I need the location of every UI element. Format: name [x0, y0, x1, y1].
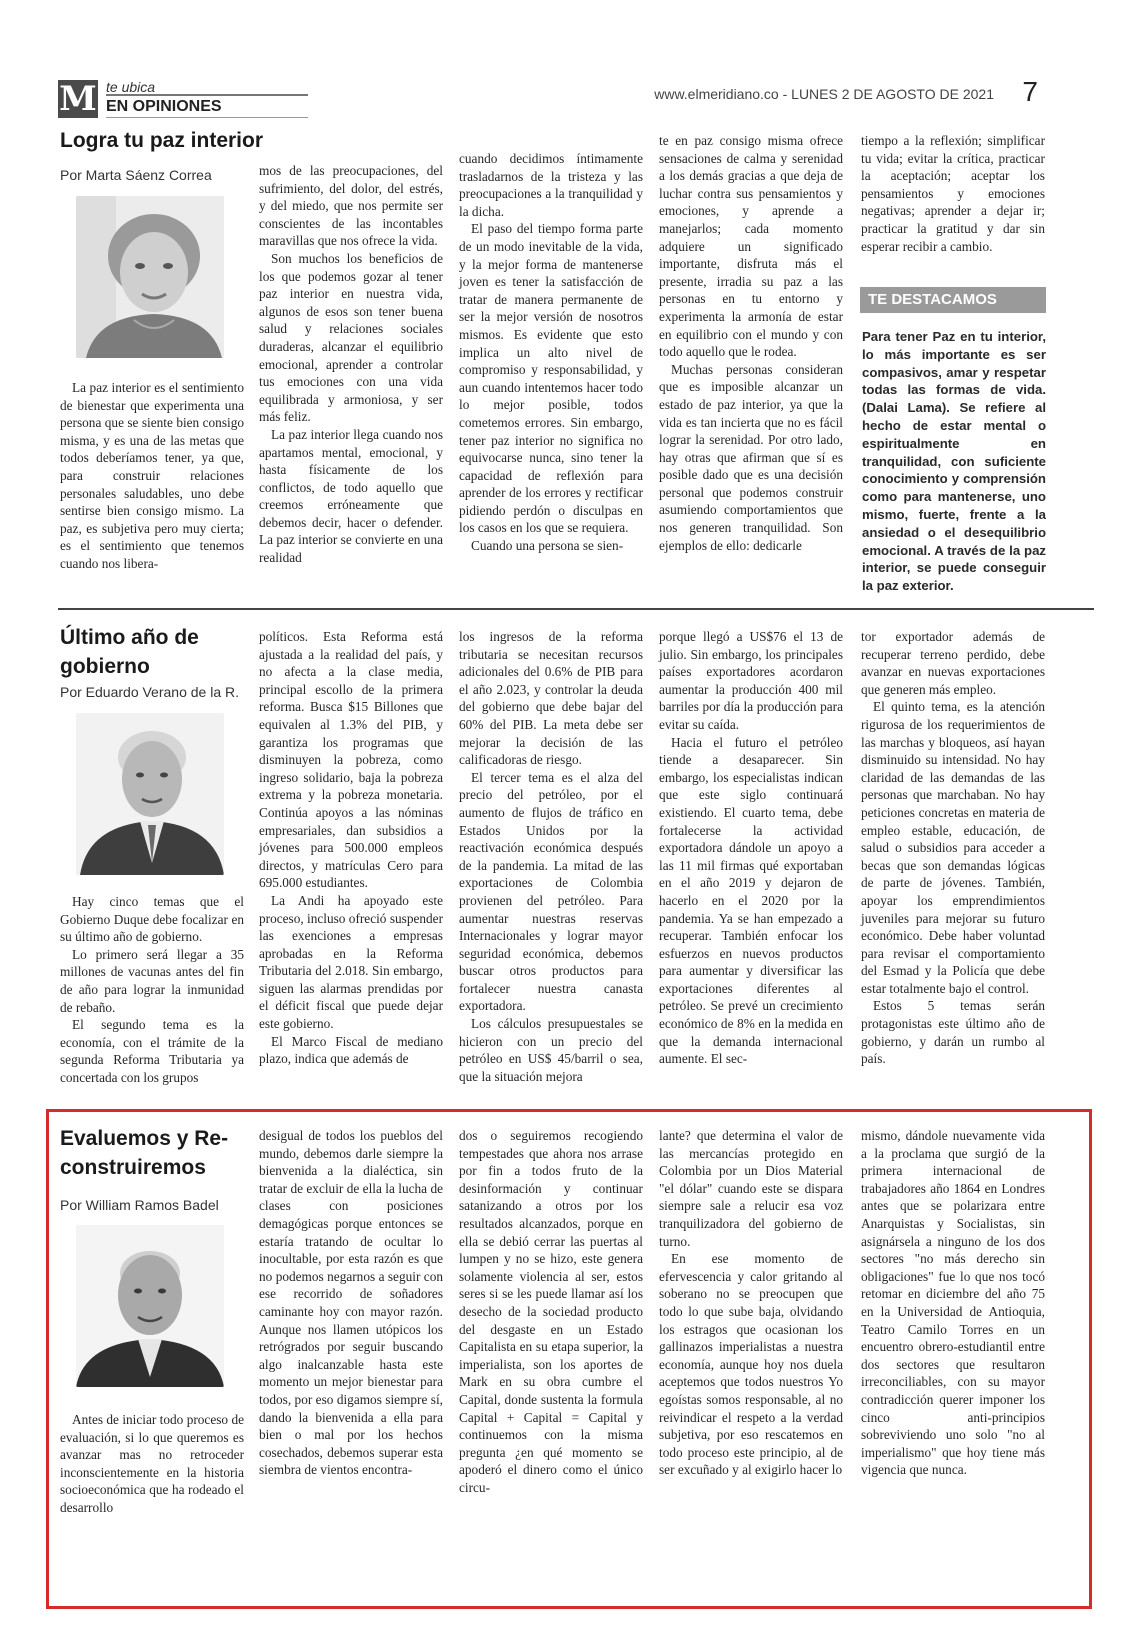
logo-m: M [59, 79, 97, 119]
article1-paragraph: te en paz consigo misma ofrece sensaciones de calma y serenidad a los demás gracias a que deja de luchar contra sus pensamientos y emociones, y aprende a manejarlos; cada momento adquiere un significado importante, disfruta más el presente, irradia su paz a las personas en tu entorno y experimenta la armonía de estar en equilibrio con el mundo y con todo aquello que le rodea. [659, 133, 843, 360]
author-photo-marta [76, 196, 224, 358]
article3-col5 [861, 1127, 1045, 1479]
article3-col3 [459, 1127, 643, 1496]
article2-col1 [60, 893, 244, 1087]
article1-col2 [259, 162, 443, 567]
article2-paragraph: Los cálculos presupuestales se hicieron con un precio del petróleo en US$ 45/barril o sea, que la situación mejora [459, 1016, 643, 1084]
article3-col1 [60, 1411, 244, 1517]
article2-paragraph: El quinto tema, es la atención rigurosa de los requerimientos de las marchas y bloqueos, así hayan disminuido su intensidad. No hay claridad de las demandas de las personas que marchaban. No hay peticiones concretas en materia de empleo estable, educación, de salud o subsidios para acceder a becas que son demandas lógicas de parte de jóvenes. También, apoyar los emprendimientos juveniles para mejorar su futuro económico. Debe haber voluntad para revisar el comportamiento del Esmad y la Policía que debe estar totalmente bajo el control. [861, 699, 1045, 996]
article1-paragraph: Cuando una persona se sien- [471, 538, 624, 554]
author-photo-william [76, 1225, 224, 1387]
article3-byline: Por William Ramos Badel [60, 1197, 219, 1213]
article1-col4 [659, 132, 843, 554]
header-underline [106, 117, 308, 118]
article3-title-line1: Evaluemos y Re- [60, 1127, 229, 1150]
tagline: te ubica [106, 79, 156, 95]
article1-paragraph: Muchas personas consideran que es imposible alcanzar un estado de paz interior, ya que la vida es tan incierta que no es fácil lograr la serenidad. Por otro lado, hay otras que afirman que sí es posible dado que es una decisión personal que podemos construir asumiendo comportamientos que nos generen tranquilidad. Son ejemplos de ello: dedicarle [659, 361, 843, 553]
article2-col3 [459, 628, 643, 1085]
section-title: EN OPINIONES [106, 98, 222, 115]
highlight-label: TE DESTACAMOS [860, 287, 1046, 313]
article3-paragraph: dos o seguiremos recogiendo tempestades que ahora nos arrase por fin a todos fruto de la desinformación y continuar satanizando a otros por los resultados alcanzados, porque en ella se debió cerrar las puertas al lumpen y no se hizo, este genera solamente violencia al ser, estos seres si se les puede llamar así los desecho de la sociedad producto del desgaste en un Estado Capitalista en su etapa superior, la imperialista, son los aportes de Mark en su obra cumbre el Capital, donde sustenta la formula Capital + Capital = Capital y continuemos con la misma pregunta ¿en qué momento se apoderó el dinero como el único circu- [459, 1128, 643, 1495]
article1-paragraph: cuando decidimos íntimamente trasladarnos de la tristeza y las preocupaciones a la tranquilidad y la dicha. [459, 151, 643, 219]
article1-paragraph: Son muchos los beneficios de los que podemos gozar al tener paz interior en nuestra vida, algunos de esos son tener buena salud y relaciones sociales duraderas, alcanzar el equilibrio emocional, aprender a controlar tus emociones con una vida equilibrada y armoniosa, y ser más feliz. [259, 250, 443, 425]
article3-title [60, 1124, 260, 1182]
article1-byline: Por Marta Sáenz Correa [60, 167, 212, 183]
article1-paragraph: La paz interior es el sentimiento de bienestar que experimenta una persona que se siente bien consigo misma, y es una de las metas que todos deberíamos tener, ya que, para construir relaciones personales saludables, uno debe sentirse bien consigo mismo. La paz, es subjetiva pero muy cierta; es el sentimiento que tenemos cuando nos libera- [60, 380, 244, 571]
article3-paragraph: mismo, dándole nuevamente vida a la proclama que surgió de la primera internacional de trabajadores año 1864 en Londres antes que se polarizara entre Anarquistas y Socialistas, sin asignársela a ninguno de los dos sectores "no más derecho sin obligaciones" fue lo que nos tocó retomar en diciembre del año 75 en la Universidad de Antioquia, Teatro Camilo Torres en un encuentro obrero-estudiantil entre dos sectores que resultaron irreconciliables, con su mayor contradicción querer imponer los cinco anti-principios sobreviviendo uno solo "no al imperialismo" que hoy tiene más vigencia que nunca. [861, 1128, 1045, 1478]
dateline: www.elmeridiano.co - LUNES 2 DE AGOSTO DE 2021 [654, 86, 994, 102]
article2-paragraph: La Andi ha apoyado este proceso, incluso ofreció suspender las exenciones a empresas aprobadas en la Reforma Tributaria del 2.018. Sin embargo, siguen las alarmas prendidas por el déficit fiscal que puede dejar este gobierno. [259, 892, 443, 1032]
article1-paragraph: mos de las preocupaciones, del sufrimiento, del dolor, del estrés, y del miedo, que nos permite ser conscientes de las incontables maravillas que nos ofrece la vida. [259, 163, 443, 249]
article3-col2 [259, 1127, 443, 1479]
article3-title-line2: construiremos [60, 1156, 206, 1179]
article2-paragraph: tor exportador además de recuperar terreno perdido, debe avanzar en nuevas exportaciones que generen más empleo. [861, 629, 1045, 697]
article1-paragraph: tiempo a la reflexión; simplificar tu vida; evitar la crítica, practicar la aceptación; aceptar los pensamientos y emociones negativas; aprender a dejar ir; practicar la gratitud y dar sin esperar recibir a cambio. [861, 133, 1045, 254]
article1-paragraph: La paz interior llega cuando nos apartamos mental, emocional, y hasta físicamente de los conflictos, de todo aquello que creemos erróneamente que debemos decir, hacer o defender. La paz interior se convierte en una realidad [259, 426, 443, 566]
article2-paragraph: El tercer tema es el alza del precio del petróleo, por el aumento de flujos de tráfico en Estados Unidos por la reactivación económica después de la pandemia. La mitad de las exportaciones de Colombia provienen del petróleo. Para aumentar nuestras reservas Internacionales y lograr mayor seguridad económica, debemos buscar otros productos para fortalecer nuestra canasta exportadora. [459, 769, 643, 1014]
article2-paragraph: El Marco Fiscal de mediano plazo, indica que además de [259, 1033, 443, 1067]
article2-paragraph: El segundo tema es la economía, con el trámite de la segunda Reforma Tributaria ya concertada con los grupos [60, 1017, 244, 1085]
article1-col3 [459, 150, 643, 555]
article2-col2 [259, 628, 443, 1068]
article2-paragraph: Lo primero será llegar a 35 millones de vacunas antes del fin de año para lograr la inmunidad de rebaño. [60, 946, 244, 1015]
article3-paragraph: desigual de todos los pueblos del mundo, debemos darle siempre la bienvenida a la dialéctica, sin tratar de excluir de ella la lucha de clases con posiciones demagógicas porque entonces se estaría tratando de ocultar lo inocultable, por esta razón es que no podemos negarnos a seguir con ese recorrido de soñadores caminante hoy con mayor razón. Aunque nos llamen utópicos los retrógrados por seguir buscando algo inalcanzable hasta este momento un mejor bienestar para todos, por eso digamos siempre sí, dando la bienvenida a ella para bien o mal por los hechos cosechados, debemos superar esta siembra de vientos encontra- [259, 1128, 443, 1478]
author-photo-eduardo [76, 713, 224, 875]
page-number: 7 [1022, 76, 1038, 107]
article3-col4 [659, 1127, 843, 1479]
article2-paragraph: políticos. Esta Reforma está ajustada a la realidad del país, y no afecta a la clase media, principal escollo de la primera reforma. Busca $15 Billones que equivalen al 1.3% del PIB, y garantiza los programas que disminuyen la pobreza, como ingreso solidario, baja la pobreza extrema y la pobreza monetaria. Continúa apoyos a las nóminas empresariales, dan subsidios a jóvenes para 500.000 empleos directos, y matrículas Cero para 695.000 estudiantes. [259, 629, 443, 891]
highlight-quote: Para tener Paz en tu interior, lo más importante es ser compasivos, amar y respetar todas las formas de vida. (Dalai Lama). Se refiere al hecho de estar mental o espiritualmente en tranquilidad, con suficiente conocimiento y comprensión como para mantenerse, uno mismo, fuerte, frente a la ansiedad o el desequilibrio emocional. A través de la paz interior, se puede conseguir la paz exterior. [862, 329, 1046, 594]
article2-paragraph: Hacia el futuro el petróleo tiende a desaparecer. Sin embargo, los especialistas indican que este siglo continuará existiendo. El cuarto tema, debe fortalecerse la actividad exportadora dándole un apoyo a las 11 mil firmas qué exportaban en el año 2019 y dejaron de hacerlo en el 2020 por la pandemia. Ya se han empezado a recuperar. También enfocar los esfuerzos en nuevos productos para aumentar y diversificar las exportaciones diferentes al petróleo. Se prevé un crecimiento económico de 8% en la medida en que la demanda internacional aumente. El sec- [659, 734, 843, 1067]
article2-paragraph: Hay cinco temas que el Gobierno Duque debe focalizar en su último año de gobierno. [60, 894, 244, 945]
article1-title: Logra tu paz interior [60, 129, 264, 152]
article2-col5 [861, 628, 1045, 1068]
article2-paragraph: porque llegó a US$76 el 13 de julio. Sin embargo, los principales países exportadores acordaron aumentar la producción 400 mil barriles por día la producción para evitar su caída. [659, 629, 843, 732]
article2-byline: Por Eduardo Verano de la R. [60, 684, 240, 700]
article2-paragraph: los ingresos de la reforma tributaria se necesitan recursos adicionales del 0.6% de PIB para el año 2.023, y controlar la deuda del gobierno que debe bajar del 60% del PIB. La meta debe ser mejorar la decisión de las calificadoras de riesgo. [459, 629, 643, 768]
article3-paragraph: lante? que determina el valor de las mercancías protegido en Colombia por un Dios Material "el dólar" cuando este se dispara siempre sale a relucir esa voz tranquilizadora del gobierno de turno. [659, 1128, 843, 1249]
article2-title: Último año de gobierno [60, 626, 199, 678]
article1-paragraph: El paso del tiempo forma parte de un modo inevitable de la vida, y la mejor forma de mantenerse joven es tener la satisfacción de tratar de manera permanente de ser la mejor versión de nosotros mismos. Es evidente que esto implica un alto nivel de compromiso y responsabilidad, y aun cuando intentemos hacer todo lo mejor posible, todos cometemos errores. Sin embargo, tener paz interior no significa no equivocarse nunca, sino tener la capacidad de reflexión para aprender de los errores y rectificar pidiendo perdón o disculpas en los casos en los que se requiera. [459, 221, 643, 536]
article-divider [58, 608, 1094, 610]
article2-paragraph: Estos 5 temas serán protagonistas este último año de gobierno, y darán un rumbo al país. [861, 998, 1045, 1067]
article1-col1 [60, 379, 244, 573]
article1-col5 [861, 132, 1045, 255]
article3-paragraph: Antes de iniciar todo proceso de evaluación, si lo que queremos es avanzar mas no retroceder inconscientemente en la historia socioeconómica que ha rodeado el desarrollo [60, 1412, 244, 1515]
article3-paragraph: En ese momento de efervescencia y calor gritando al soberano no se preocupen que todo lo que sube baja, olvidando los estragos que ocasionan los gallinazos imperialistas a nuestra economía, aunque hoy nos duela aceptemos que todos nuestros Yo egoístas somos responsable, al no reivindicar el respeto a la verdad subjetiva, por eso rescatemos en todo proceso este principio, al de ser excuñado y al exigirlo hacer lo [659, 1251, 843, 1478]
article2-col4 [659, 628, 843, 1068]
